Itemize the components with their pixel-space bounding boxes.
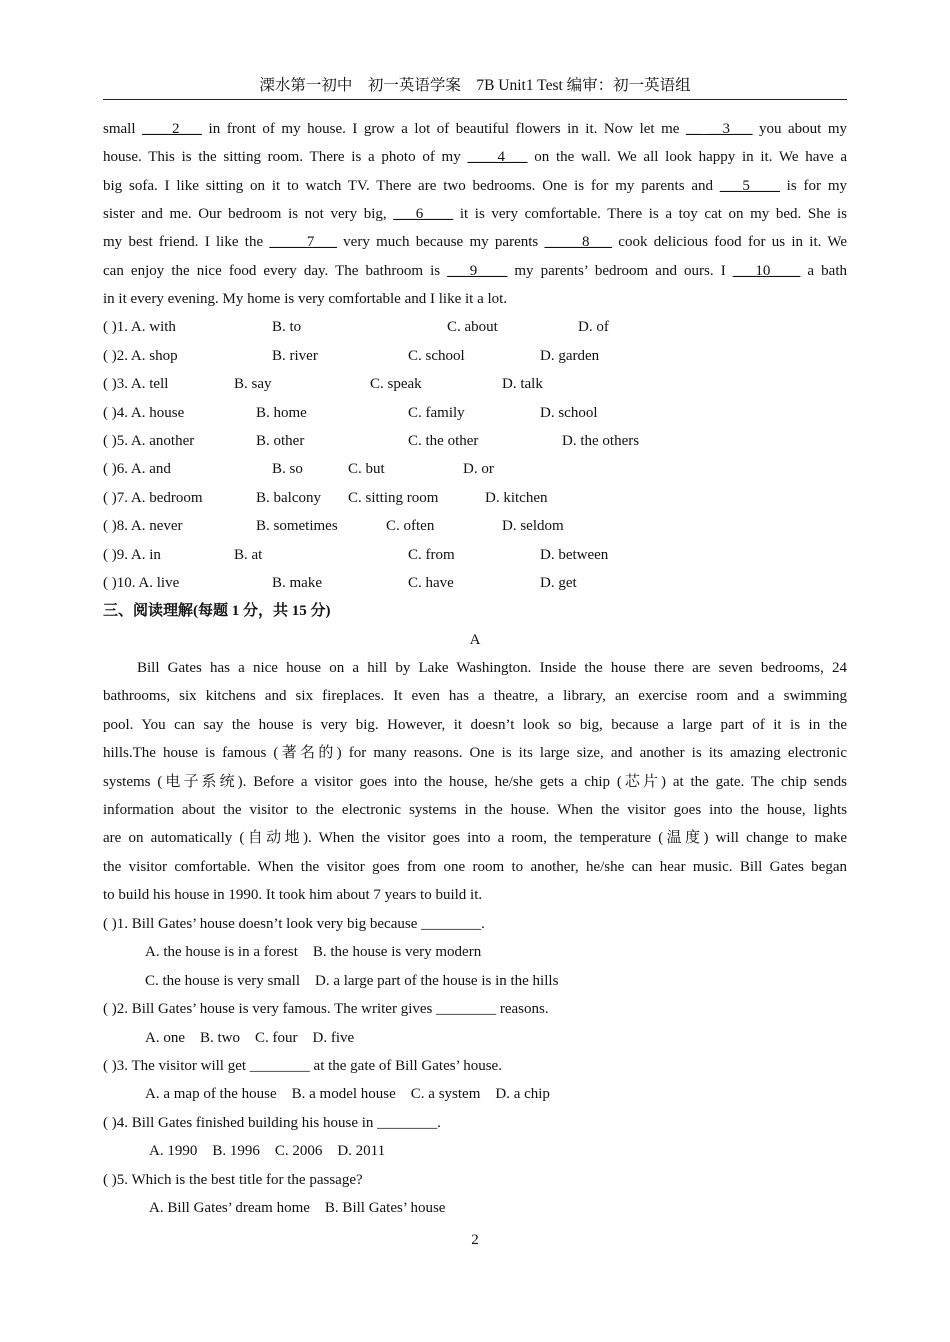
passage-line: hills.The house is famous (著名的) for many reasons. One is its large size, and another is its amazing electronic [103,745,847,762]
cloze-question-option-a: ( )10. A. live [103,575,180,591]
cloze-option-d: D. seldom [502,518,564,534]
cloze-text: my best friend. I like the [103,234,270,250]
cloze-option-d: D. garden [540,348,600,364]
cloze-text: small [103,121,143,137]
cloze-text: it is very comfortable. There is a toy cat on my bed. She is [453,206,847,222]
cloze-question-option-a: ( )5. A. another [103,433,195,449]
cloze-text: is for my [779,178,847,194]
passage-line: are on automatically (自动地). When the visitor goes into a room, the temperature (温度) will change to make [103,830,847,847]
cloze-blank: ___5____ [719,178,780,194]
section-title: 三、阅读理解(每题 1 分，共 15 分) [103,603,331,619]
cloze-text: a bath [800,263,848,279]
cloze-question-option-a: ( )2. A. shop [103,348,178,364]
cloze-option-d: D. get [540,575,577,591]
reading-options: A. 1990 B. 1996 C. 2006 D. 2011 [149,1143,386,1160]
cloze-line [103,288,507,310]
reading-question: ( )4. Bill Gates finished building his house in ________. [103,1114,441,1131]
cloze-option-d: D. school [540,405,598,421]
cloze-question-option-a: ( )6. A. and [103,461,171,477]
cloze-option-b: B. to [272,319,302,335]
cloze-blank: ____2___ [142,121,203,137]
cloze-blank: ___9____ [447,263,508,279]
cloze-option-c: C. often [386,518,435,534]
reading-options: A. the house is in a forest B. the house is very modern [145,944,482,961]
cloze-text: very much because my parents [336,234,545,250]
cloze-question-option-a: ( )4. A. house [103,405,185,421]
cloze-blank: ____4___ [467,149,528,165]
cloze-blank: ___6____ [393,206,454,222]
cloze-blank: __ __3___ [685,121,753,137]
cloze-text: house. This is the sitting room. There is a photo of my [103,149,468,165]
page-number: 2 [471,1232,479,1248]
cloze-option-b: B. sometimes [256,518,338,534]
cloze-question-option-a: ( )1. A. with [103,319,176,335]
cloze-text: cook delicious food for us in it. We [612,234,848,250]
cloze-text: in it every evening. My home is very comfortable and I like it a lot. [103,291,508,307]
passage-line: systems (电子系统). Before a visitor goes into the house, he/she gets a chip (芯片) at the gate. The chip sends [103,773,847,790]
cloze-text: you about my [752,121,848,137]
cloze-option-c: C. family [408,405,465,421]
reading-options: C. the house is very small D. a large part of the house is in the hills [145,972,559,989]
cloze-option-d: D. the others [562,433,640,449]
cloze-option-b: B. at [234,547,263,563]
cloze-option-d: D. of [578,319,609,335]
cloze-option-b: B. so [272,461,303,477]
cloze-option-c: C. about [447,319,498,335]
cloze-option-b: B. other [256,433,305,449]
cloze-option-b: B. river [272,348,318,364]
reading-question: ( )5. Which is the best title for the passage? [103,1171,363,1188]
cloze-question-option-a: ( )8. A. never [103,518,183,534]
passage-line: the visitor comfortable. When the visitor goes from one room to another, he/she can hear music. Bill Gates began [103,858,847,875]
cloze-question-option-a: ( )9. A. in [103,547,161,563]
cloze-blank: _____8___ [544,234,613,250]
cloze-text: on the wall. We all look happy in it. We have a [527,149,847,165]
cloze-option-c: C. the other [408,433,479,449]
cloze-line [103,175,847,197]
cloze-question-option-a: ( )3. A. tell [103,376,169,392]
cloze-option-c: C. have [408,575,454,591]
cloze-line [103,146,847,168]
cloze-line [103,260,847,282]
cloze-option-b: B. say [234,376,272,392]
passage-line: to build his house in 1990. It took him about 7 years to build it. [103,887,483,904]
cloze-option-c: C. sitting room [348,490,439,506]
passage-label: A [469,632,481,648]
cloze-question-option-a: ( )7. A. bedroom [103,490,203,506]
cloze-blank: ___10____ [732,263,801,279]
cloze-text: big sofa. I like sitting on it to watch TV. There are two bedrooms. One is for my parents and [103,178,720,194]
cloze-option-b: B. home [256,405,307,421]
reading-options: A. a map of the house B. a model house C. a system D. a chip [145,1086,550,1103]
cloze-option-c: C. from [408,547,455,563]
cloze-option-c: C. speak [370,376,422,392]
reading-question: ( )3. The visitor will get ________ at the gate of Bill Gates’ house. [103,1058,502,1074]
cloze-text: sister and me. Our bedroom is not very big, [103,206,394,222]
cloze-option-d: D. between [540,547,609,563]
cloze-option-c: C. but [348,461,385,477]
reading-question: ( )1. Bill Gates’ house doesn’t look very big because ________. [103,916,485,932]
passage-line: Bill Gates has a nice house on a hill by Lake Washington. Inside the house there are seven bedrooms, 24 [137,660,847,676]
cloze-text: can enjoy the nice food every day. The bathroom is [103,263,448,279]
cloze-text: in front of my house. I grow a lot of beautiful flowers in it. Now let me [202,121,686,137]
cloze-line [103,231,847,253]
cloze-line [103,203,847,225]
passage-line: bathrooms, six kitchens and six fireplaces. It even has a theatre, a library, an exercise room and a swimming [103,688,847,705]
page-header: 溧水第一初中 初一英语学案 7B Unit1 Test 编审：初一英语组 [103,75,847,100]
reading-options: A. one B. two C. four D. five [145,1029,355,1046]
reading-options: A. Bill Gates’ dream home B. Bill Gates’ house [149,1200,446,1216]
cloze-option-b: B. make [272,575,322,591]
cloze-option-b: B. balcony [256,490,321,506]
passage-line: information about the visitor to the electronic systems in the house. When the visitor goes into the house, lights [103,802,847,818]
cloze-option-c: C. school [408,348,465,364]
passage-line: pool. You can say the house is very big. However, it doesn’t look so big, because a large part of it is in the [103,716,847,733]
cloze-option-d: D. kitchen [485,490,548,506]
cloze-line [103,118,847,140]
cloze-option-d: D. or [463,461,494,477]
cloze-blank: _____7___ [269,234,337,250]
reading-question: ( )2. Bill Gates’ house is very famous. The writer gives ________ reasons. [103,1001,549,1018]
cloze-text: my parents’ bedroom and ours. I [507,263,733,279]
cloze-option-d: D. talk [502,376,543,392]
